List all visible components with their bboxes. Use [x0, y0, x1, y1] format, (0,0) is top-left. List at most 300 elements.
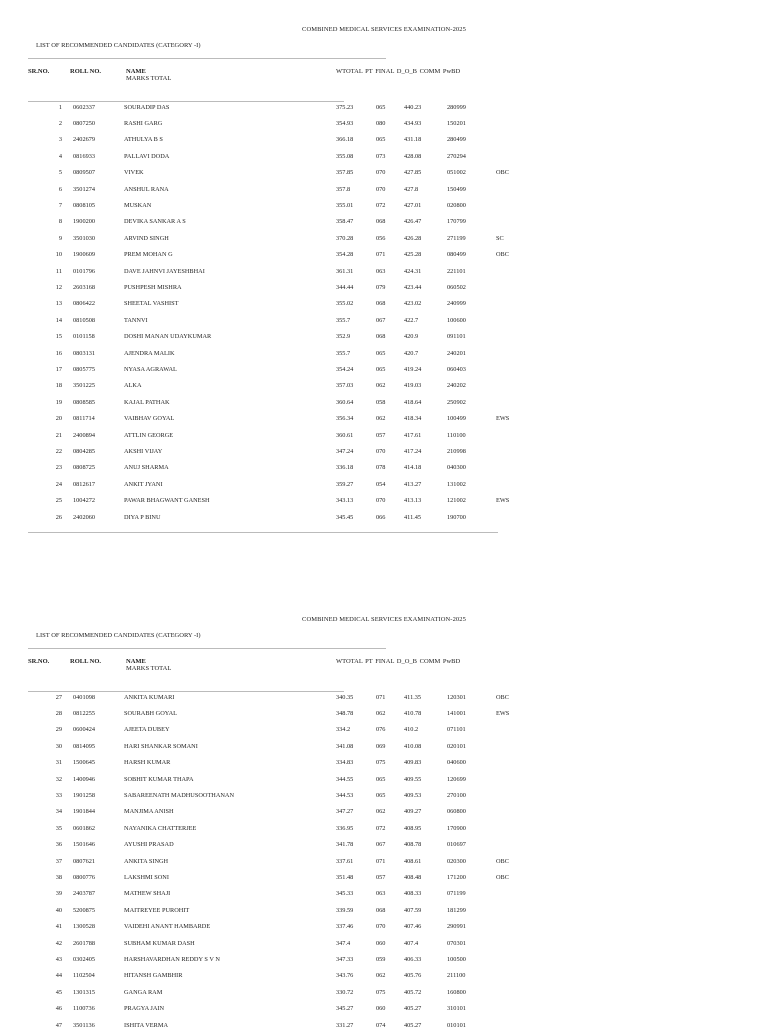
cell-name: PREM MOHAN G — [124, 251, 173, 259]
cell-roll-no: 0600424 — [73, 726, 96, 734]
cell-dob: 070301 — [447, 939, 466, 947]
cell-roll-no: 0804285 — [73, 447, 96, 455]
cell-pt: 060 — [376, 1005, 386, 1013]
cell-roll-no: 0808105 — [73, 201, 96, 209]
column-header-sr: SR.NO. — [28, 658, 50, 665]
cell-roll-no: 5200875 — [73, 906, 96, 914]
cell-dob: 110100 — [447, 431, 466, 439]
cell-name: SUBHAM KUMAR DASH — [124, 939, 195, 947]
cell-dob: 020800 — [447, 201, 466, 209]
cell-pt: 060 — [376, 939, 386, 947]
cell-sr-no: 45 — [55, 988, 62, 996]
column-header-scores: WTOTAL PT FINAL D_O_B COMM PwBD — [336, 68, 461, 75]
cell-final: 408.48 — [404, 873, 422, 881]
cell-roll-no: 2601788 — [73, 939, 96, 947]
cell-name: AKSHI VIJAY — [124, 447, 163, 455]
cell-wtotal: 331.27 — [336, 1021, 354, 1029]
cell-name: HARI SHANKAR SOMANI — [124, 742, 198, 750]
cell-final: 408.61 — [404, 857, 422, 865]
cell-dob: 100600 — [447, 316, 466, 324]
cell-roll-no: 0805775 — [73, 365, 96, 373]
cell-sr-no: 3 — [58, 136, 62, 144]
header-divider — [28, 648, 386, 649]
cell-roll-no: 0814095 — [73, 742, 96, 750]
cell-dob: 080499 — [447, 251, 466, 259]
cell-sr-no: 47 — [55, 1021, 62, 1029]
cell-sr-no: 25 — [55, 497, 62, 505]
exam-title: COMBINED MEDICAL SERVICES EXAMINATION-2025 — [302, 616, 466, 623]
cell-wtotal: 345.45 — [336, 513, 354, 521]
cell-sr-no: 38 — [55, 873, 62, 881]
cell-roll-no: 0807621 — [73, 857, 96, 865]
cell-final: 417.24 — [404, 447, 422, 455]
table-row — [0, 807, 768, 817]
cell-name: TANNVI — [124, 316, 148, 324]
cell-wtotal: 354.93 — [336, 119, 354, 127]
cell-name: PALLAVI DODA — [124, 152, 170, 160]
list-title: LIST OF RECOMMENDED CANDIDATES (CATEGORY -I) — [36, 632, 201, 639]
cell-roll-no: 0806422 — [73, 300, 96, 308]
cell-dob: 240202 — [447, 382, 466, 390]
cell-final: 423.44 — [404, 283, 422, 291]
cell-wtotal: 344.44 — [336, 283, 354, 291]
table-row — [0, 349, 768, 359]
cell-dob: 060403 — [447, 365, 466, 373]
cell-wtotal: 330.72 — [336, 988, 354, 996]
cell-wtotal: 345.27 — [336, 1005, 354, 1013]
cell-sr-no: 13 — [55, 300, 62, 308]
table-row — [0, 135, 768, 145]
cell-sr-no: 9 — [58, 234, 62, 242]
cell-final: 420.9 — [404, 333, 419, 341]
table-row — [0, 725, 768, 735]
cell-sr-no: 23 — [55, 464, 62, 472]
cell-pt: 072 — [376, 201, 386, 209]
cell-name: AJEETA DUBEY — [124, 726, 170, 734]
cell-final: 409.27 — [404, 808, 422, 816]
header-divider — [28, 58, 386, 59]
column-header-name: NAME — [126, 68, 146, 75]
cell-name: GANGA RAM — [124, 988, 163, 996]
cell-name: SOBHIT KUMAR THAPA — [124, 775, 194, 783]
cell-roll-no: 0812255 — [73, 709, 96, 717]
cell-dob: 060502 — [447, 283, 466, 291]
cell-dob: 240201 — [447, 349, 466, 357]
cell-pt: 057 — [376, 873, 386, 881]
cell-final: 422.7 — [404, 316, 419, 324]
cell-sr-no: 42 — [55, 939, 62, 947]
cell-dob: 060800 — [447, 808, 466, 816]
cell-sr-no: 32 — [55, 775, 62, 783]
cell-wtotal: 343.13 — [336, 497, 354, 505]
cell-sr-no: 35 — [55, 824, 62, 832]
cell-roll-no: 0811714 — [73, 415, 95, 423]
cell-name: SOURABH GOYAL — [124, 709, 178, 717]
cell-pt: 072 — [376, 824, 386, 832]
table-row — [0, 873, 768, 883]
cell-wtotal: 340.35 — [336, 693, 354, 701]
cell-roll-no: 1400946 — [73, 775, 96, 783]
cell-roll-no: 0809507 — [73, 169, 96, 177]
cell-wtotal: 344.53 — [336, 791, 354, 799]
cell-final: 410.78 — [404, 709, 422, 717]
cell-sr-no: 30 — [55, 742, 62, 750]
table-row — [0, 431, 768, 441]
cell-roll-no: 0810508 — [73, 316, 96, 324]
table-row — [0, 955, 768, 965]
cell-pt: 065 — [376, 775, 386, 783]
cell-roll-no: 0800776 — [73, 873, 96, 881]
table-row — [0, 316, 768, 326]
cell-pt: 073 — [376, 152, 386, 160]
cell-roll-no: 0101158 — [73, 333, 95, 341]
cell-wtotal: 355.7 — [336, 316, 351, 324]
cell-sr-no: 31 — [55, 759, 62, 767]
cell-final: 424.31 — [404, 267, 422, 275]
cell-name: HARSH KUMAR — [124, 759, 171, 767]
cell-final: 407.4 — [404, 939, 419, 947]
cell-final: 411.45 — [404, 513, 422, 521]
cell-roll-no: 1500645 — [73, 759, 96, 767]
table-row — [0, 267, 768, 277]
cell-name: AYUSHI PRASAD — [124, 841, 174, 849]
cell-final: 427.01 — [404, 201, 422, 209]
cell-final: 405.76 — [404, 972, 422, 980]
cell-pt: 067 — [376, 316, 386, 324]
table-row — [0, 922, 768, 932]
cell-name: MAITREYEE PUROHIT — [124, 906, 190, 914]
table-row — [0, 217, 768, 227]
cell-roll-no: 0302405 — [73, 955, 96, 963]
table-row — [0, 152, 768, 162]
cell-dob: 170799 — [447, 218, 466, 226]
cell-category: OBC — [496, 251, 509, 259]
cell-roll-no: 0812617 — [73, 480, 96, 488]
cell-sr-no: 21 — [55, 431, 62, 439]
cell-pt: 059 — [376, 955, 386, 963]
cell-sr-no: 5 — [58, 169, 62, 177]
cell-roll-no: 0101796 — [73, 267, 96, 275]
cell-sr-no: 36 — [55, 841, 62, 849]
cell-pt: 068 — [376, 300, 386, 308]
cell-wtotal: 355.02 — [336, 300, 354, 308]
cell-final: 417.61 — [404, 431, 422, 439]
cell-category: OBC — [496, 873, 509, 881]
cell-pt: 065 — [376, 349, 386, 357]
cell-final: 431.18 — [404, 136, 422, 144]
cell-name: ALKA — [124, 382, 142, 390]
cell-wtotal: 337.46 — [336, 923, 354, 931]
column-header-sr: SR.NO. — [28, 68, 50, 75]
cell-roll-no: 1004272 — [73, 497, 96, 505]
table-row — [0, 742, 768, 752]
cell-roll-no: 2402679 — [73, 136, 96, 144]
table-row — [0, 824, 768, 834]
cell-wtotal: 375.23 — [336, 103, 354, 111]
cell-sr-no: 8 — [58, 218, 62, 226]
cell-pt: 068 — [376, 333, 386, 341]
cell-final: 410.08 — [404, 742, 422, 750]
cell-roll-no: 0816933 — [73, 152, 96, 160]
column-header-scores: WTOTAL PT FINAL D_O_B COMM PwBD — [336, 658, 461, 665]
cell-wtotal: 361.31 — [336, 267, 354, 275]
cell-wtotal: 345.33 — [336, 890, 354, 898]
cell-sr-no: 46 — [55, 1005, 62, 1013]
table-row — [0, 889, 768, 899]
cell-dob: 121002 — [447, 497, 466, 505]
table-row — [0, 906, 768, 916]
cell-roll-no: 3501030 — [73, 234, 96, 242]
cell-category: OBC — [496, 693, 509, 701]
cell-pt: 070 — [376, 497, 386, 505]
cell-dob: 290991 — [447, 923, 466, 931]
table-row — [0, 103, 768, 113]
cell-wtotal: 357.85 — [336, 169, 354, 177]
table-row — [0, 693, 768, 703]
cell-wtotal: 334.83 — [336, 759, 354, 767]
cell-pt: 080 — [376, 119, 386, 127]
cell-name: ATTLIN GEORGE — [124, 431, 174, 439]
table-row — [0, 168, 768, 178]
table-row — [0, 119, 768, 129]
cell-final: 405.27 — [404, 1021, 422, 1029]
cell-name: VIVEK — [124, 169, 144, 177]
cell-dob: 270100 — [447, 791, 466, 799]
cell-roll-no: 0401098 — [73, 693, 96, 701]
column-header-marks-total: MARKS TOTAL — [126, 75, 172, 82]
cell-dob: 160800 — [447, 988, 466, 996]
cell-name: KAJAL PATHAK — [124, 398, 170, 406]
cell-category: SC — [496, 234, 504, 242]
cell-dob: 271199 — [447, 234, 466, 242]
cell-dob: 010101 — [447, 1021, 466, 1029]
cell-dob: 071199 — [447, 890, 466, 898]
cell-wtotal: 339.59 — [336, 906, 354, 914]
cell-roll-no: 0803131 — [73, 349, 96, 357]
cell-name: NYASA AGRAWAL — [124, 365, 177, 373]
cell-category: EWS — [496, 497, 510, 505]
cell-sr-no: 24 — [55, 480, 62, 488]
cell-pt: 070 — [376, 923, 386, 931]
cell-name: MUSKAN — [124, 201, 152, 209]
cell-wtotal: 359.27 — [336, 480, 354, 488]
cell-wtotal: 334.2 — [336, 726, 351, 734]
cell-pt: 063 — [376, 267, 386, 275]
cell-wtotal: 347.27 — [336, 808, 354, 816]
cell-final: 418.64 — [404, 398, 422, 406]
cell-category: EWS — [496, 709, 510, 717]
table-row — [0, 201, 768, 211]
cell-dob: 040300 — [447, 464, 466, 472]
cell-name: NAYANIKA CHATTERJEE — [124, 824, 197, 832]
cell-roll-no: 1900609 — [73, 251, 96, 259]
table-row — [0, 939, 768, 949]
cell-name: VAIBHAV GOYAL — [124, 415, 175, 423]
table-row — [0, 365, 768, 375]
cell-wtotal: 355.7 — [336, 349, 351, 357]
table-row — [0, 250, 768, 260]
cell-roll-no: 0808585 — [73, 398, 96, 406]
cell-name: DIYA P BINU — [124, 513, 161, 521]
cell-roll-no: 3501274 — [73, 185, 96, 193]
table-row — [0, 414, 768, 424]
column-header-roll: ROLL NO. — [70, 658, 102, 665]
cell-wtotal: 348.78 — [336, 709, 354, 717]
cell-dob: 071101 — [447, 726, 466, 734]
cell-name: RASHI GARG — [124, 119, 163, 127]
cell-pt: 065 — [376, 103, 386, 111]
cell-sr-no: 20 — [55, 415, 62, 423]
cell-roll-no: 1300528 — [73, 923, 96, 931]
cell-sr-no: 43 — [55, 955, 62, 963]
cell-name: ANKITA KUMARI — [124, 693, 175, 701]
cell-pt: 063 — [376, 890, 386, 898]
cell-category: EWS — [496, 415, 510, 423]
cell-roll-no: 1301315 — [73, 988, 96, 996]
cell-dob: 020300 — [447, 857, 466, 865]
cell-pt: 071 — [376, 251, 386, 259]
cell-sr-no: 44 — [55, 972, 62, 980]
table-row — [0, 480, 768, 490]
exam-title: COMBINED MEDICAL SERVICES EXAMINATION-2025 — [302, 26, 466, 33]
cell-pt: 062 — [376, 382, 386, 390]
cell-wtotal: 343.76 — [336, 972, 354, 980]
cell-final: 409.55 — [404, 775, 422, 783]
cell-name: PUSHPESH MISHRA — [124, 283, 182, 291]
cell-pt: 079 — [376, 283, 386, 291]
cell-final: 427.85 — [404, 169, 422, 177]
cell-sr-no: 39 — [55, 890, 62, 898]
cell-wtotal: 354.28 — [336, 251, 354, 259]
cell-dob: 120301 — [447, 693, 466, 701]
cell-dob: 040600 — [447, 759, 466, 767]
cell-dob: 181299 — [447, 906, 466, 914]
cell-wtotal: 357.8 — [336, 185, 351, 193]
cell-name: DEVIKA SANKAR A S — [124, 218, 186, 226]
cell-wtotal: 360.61 — [336, 431, 354, 439]
cell-category: OBC — [496, 857, 509, 865]
cell-pt: 057 — [376, 431, 386, 439]
cell-roll-no: 2403787 — [73, 890, 96, 898]
cell-roll-no: 0808725 — [73, 464, 96, 472]
cell-wtotal: 351.48 — [336, 873, 354, 881]
cell-dob: 150201 — [447, 119, 466, 127]
table-row — [0, 283, 768, 293]
table-row — [0, 381, 768, 391]
cell-wtotal: 354.24 — [336, 365, 354, 373]
cell-pt: 071 — [376, 857, 386, 865]
cell-final: 414.18 — [404, 464, 422, 472]
cell-wtotal: 347.24 — [336, 447, 354, 455]
cell-pt: 075 — [376, 988, 386, 996]
cell-roll-no: 1901258 — [73, 791, 96, 799]
cell-roll-no: 2603168 — [73, 283, 96, 291]
cell-sr-no: 19 — [55, 398, 62, 406]
cell-final: 413.13 — [404, 497, 422, 505]
cell-final: 419.24 — [404, 365, 422, 373]
cell-wtotal: 370.28 — [336, 234, 354, 242]
table-row — [0, 234, 768, 244]
table-row — [0, 398, 768, 408]
cell-final: 426.47 — [404, 218, 422, 226]
cell-roll-no: 3501136 — [73, 1021, 95, 1029]
cell-pt: 058 — [376, 398, 386, 406]
cell-wtotal: 347.4 — [336, 939, 351, 947]
cell-sr-no: 34 — [55, 808, 62, 816]
cell-name: ANKIT JYANI — [124, 480, 163, 488]
cell-sr-no: 17 — [55, 365, 62, 373]
cell-sr-no: 18 — [55, 382, 62, 390]
table-row — [0, 513, 768, 523]
cell-final: 405.27 — [404, 1005, 422, 1013]
cell-dob: 131002 — [447, 480, 466, 488]
cell-pt: 068 — [376, 906, 386, 914]
cell-final: 434.93 — [404, 119, 422, 127]
cell-sr-no: 6 — [58, 185, 62, 193]
cell-sr-no: 14 — [55, 316, 62, 324]
cell-final: 428.08 — [404, 152, 422, 160]
cell-name: SABAREENATH MADHUSOOTHANAN — [124, 791, 235, 799]
cell-wtotal: 341.08 — [336, 742, 354, 750]
cell-name: MATHEW SHAJI — [124, 890, 171, 898]
cell-dob: 270294 — [447, 152, 466, 160]
table-row — [0, 299, 768, 309]
cell-wtotal: 358.47 — [336, 218, 354, 226]
cell-sr-no: 15 — [55, 333, 62, 341]
cell-final: 408.95 — [404, 824, 422, 832]
cell-sr-no: 28 — [55, 709, 62, 717]
cell-wtotal: 355.01 — [336, 201, 354, 209]
cell-name: PAWAR BHAGWANT GANESH — [124, 497, 210, 505]
table-row — [0, 791, 768, 801]
cell-final: 410.2 — [404, 726, 419, 734]
cell-sr-no: 2 — [58, 119, 62, 127]
table-row — [0, 840, 768, 850]
cell-dob: 100500 — [447, 955, 466, 963]
cell-sr-no: 10 — [55, 251, 62, 259]
cell-pt: 070 — [376, 447, 386, 455]
cell-wtotal: 341.78 — [336, 841, 354, 849]
cell-dob: 221101 — [447, 267, 466, 275]
cell-pt: 074 — [376, 1021, 386, 1029]
cell-wtotal: 336.18 — [336, 464, 354, 472]
cell-final: 407.46 — [404, 923, 422, 931]
cell-dob: 120699 — [447, 775, 466, 783]
cell-wtotal: 360.64 — [336, 398, 354, 406]
cell-pt: 076 — [376, 726, 386, 734]
cell-roll-no: 0601862 — [73, 824, 96, 832]
cell-dob: 171200 — [447, 873, 466, 881]
cell-roll-no: 2400894 — [73, 431, 96, 439]
table-row — [0, 447, 768, 457]
cell-roll-no: 1102504 — [73, 972, 95, 980]
cell-pt: 078 — [376, 464, 386, 472]
cell-roll-no: 1501646 — [73, 841, 96, 849]
cell-dob: 051002 — [447, 169, 466, 177]
table-row — [0, 463, 768, 473]
cell-final: 408.33 — [404, 890, 422, 898]
cell-dob: 190700 — [447, 513, 466, 521]
cell-dob: 240999 — [447, 300, 466, 308]
cell-name: MANJIMA ANISH — [124, 808, 174, 816]
cell-final: 409.83 — [404, 759, 422, 767]
cell-final: 418.34 — [404, 415, 422, 423]
cell-pt: 062 — [376, 972, 386, 980]
cell-dob: 150499 — [447, 185, 466, 193]
cell-sr-no: 7 — [58, 201, 62, 209]
cell-pt: 067 — [376, 841, 386, 849]
cell-roll-no: 2402060 — [73, 513, 96, 521]
